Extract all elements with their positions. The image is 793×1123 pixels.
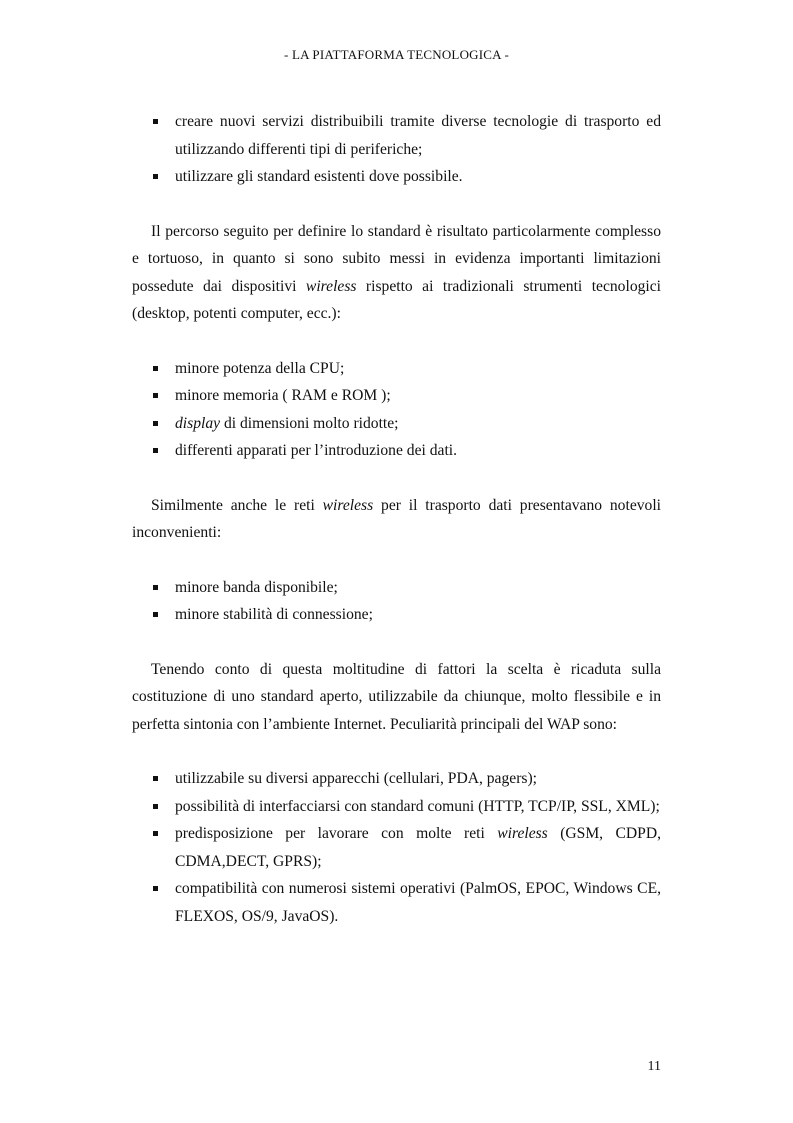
square-bullet-icon xyxy=(153,366,158,371)
square-bullet-icon xyxy=(153,174,158,179)
paragraph-text: per il trasporto dati presentavano notevoli inconvenienti: xyxy=(132,496,661,541)
list-item xyxy=(132,163,661,191)
list-item xyxy=(132,382,661,410)
list-item-text: minore memoria ( RAM e ROM ); xyxy=(175,387,391,404)
list-item xyxy=(132,820,661,875)
spacer xyxy=(132,191,661,218)
square-bullet-icon xyxy=(153,393,158,398)
square-bullet-icon xyxy=(153,448,158,453)
list-item-text: di dimensioni molto ridotte; xyxy=(220,414,399,432)
list-item xyxy=(132,355,661,383)
spacer xyxy=(132,738,661,765)
square-bullet-icon xyxy=(153,612,158,617)
spacer xyxy=(132,547,661,574)
list-item xyxy=(132,410,661,438)
list-item xyxy=(132,601,661,629)
list-item-text: compatibilità con numerosi sistemi operativi (PalmOS, EPOC, Windows CE, FLEXOS, OS/9, JavaOS). xyxy=(175,880,661,925)
paragraph-wap-features-intro xyxy=(132,656,661,739)
italic-term: wireless xyxy=(322,496,374,514)
list-item-text: minore stabilità di connessione; xyxy=(175,606,373,623)
device-limitations-list xyxy=(132,355,661,465)
spacer xyxy=(132,629,661,656)
paragraph-text: Similmente anche le reti xyxy=(151,496,323,514)
list-item-text: utilizzare gli standard esistenti dove possibile. xyxy=(175,168,463,185)
goals-list xyxy=(132,108,661,191)
italic-term: wireless xyxy=(305,277,357,295)
square-bullet-icon xyxy=(153,886,158,891)
wap-features-list xyxy=(132,765,661,930)
square-bullet-icon xyxy=(153,776,158,781)
list-item-text: predisposizione per lavorare con molte reti xyxy=(175,825,498,842)
square-bullet-icon xyxy=(153,804,158,809)
list-item-text: differenti apparati per l’introduzione dei dati. xyxy=(175,442,458,459)
paragraph-text: Il percorso seguito per definire lo standard è risultato particolarmente complesso e tortuoso, in quanto si sono subito messi in evidenza importanti limitazioni possedute dai dispositivi xyxy=(132,222,661,295)
list-item-text: possibilità di interfacciarsi con standard comuni (HTTP, TCP/IP, SSL, XML); xyxy=(175,797,660,815)
list-item xyxy=(132,793,661,821)
page-number: 11 xyxy=(647,1059,661,1074)
list-item xyxy=(132,108,661,163)
square-bullet-icon xyxy=(153,585,158,590)
network-limitations-list xyxy=(132,574,661,629)
list-item xyxy=(132,765,661,793)
spacer xyxy=(132,328,661,355)
italic-term: wireless xyxy=(497,825,548,842)
square-bullet-icon xyxy=(153,421,158,426)
list-item xyxy=(132,574,661,602)
spacer xyxy=(132,465,661,492)
list-item-text: (GSM, CDPD, CDMA,DECT, GPRS); xyxy=(175,825,661,870)
paragraph-text: Tenendo conto di questa moltitudine di fattori la scelta è ricaduta sulla costituzione di uno standard aperto, utilizzabile da chiunque, molto flessibile e in perfetta sintonia con l’ambiente Internet. Peculiarità principali del WAP sono: xyxy=(132,660,661,733)
paragraph-text: rispetto ai tradizionali strumenti tecnologici (desktop, potenti computer, ecc.): xyxy=(132,277,661,322)
italic-term: display xyxy=(175,414,221,432)
list-item-text: minore potenza della CPU; xyxy=(175,359,345,377)
list-item xyxy=(132,437,661,465)
page-body xyxy=(132,108,661,930)
running-header: - LA PIATTAFORMA TECNOLOGICA - xyxy=(283,47,509,62)
list-item xyxy=(132,875,661,930)
square-bullet-icon xyxy=(153,831,158,836)
list-item-text: utilizzabile su diversi apparecchi (cellulari, PDA, pagers); xyxy=(175,770,537,787)
paragraph-network-limitations xyxy=(132,492,661,547)
paragraph-device-limitations xyxy=(132,218,661,328)
list-item-text: minore banda disponibile; xyxy=(175,578,338,596)
list-item-text: creare nuovi servizi distribuibili tramite diverse tecnologie di trasporto ed utilizzando differenti tipi di periferiche; xyxy=(175,113,661,158)
square-bullet-icon xyxy=(153,119,158,124)
